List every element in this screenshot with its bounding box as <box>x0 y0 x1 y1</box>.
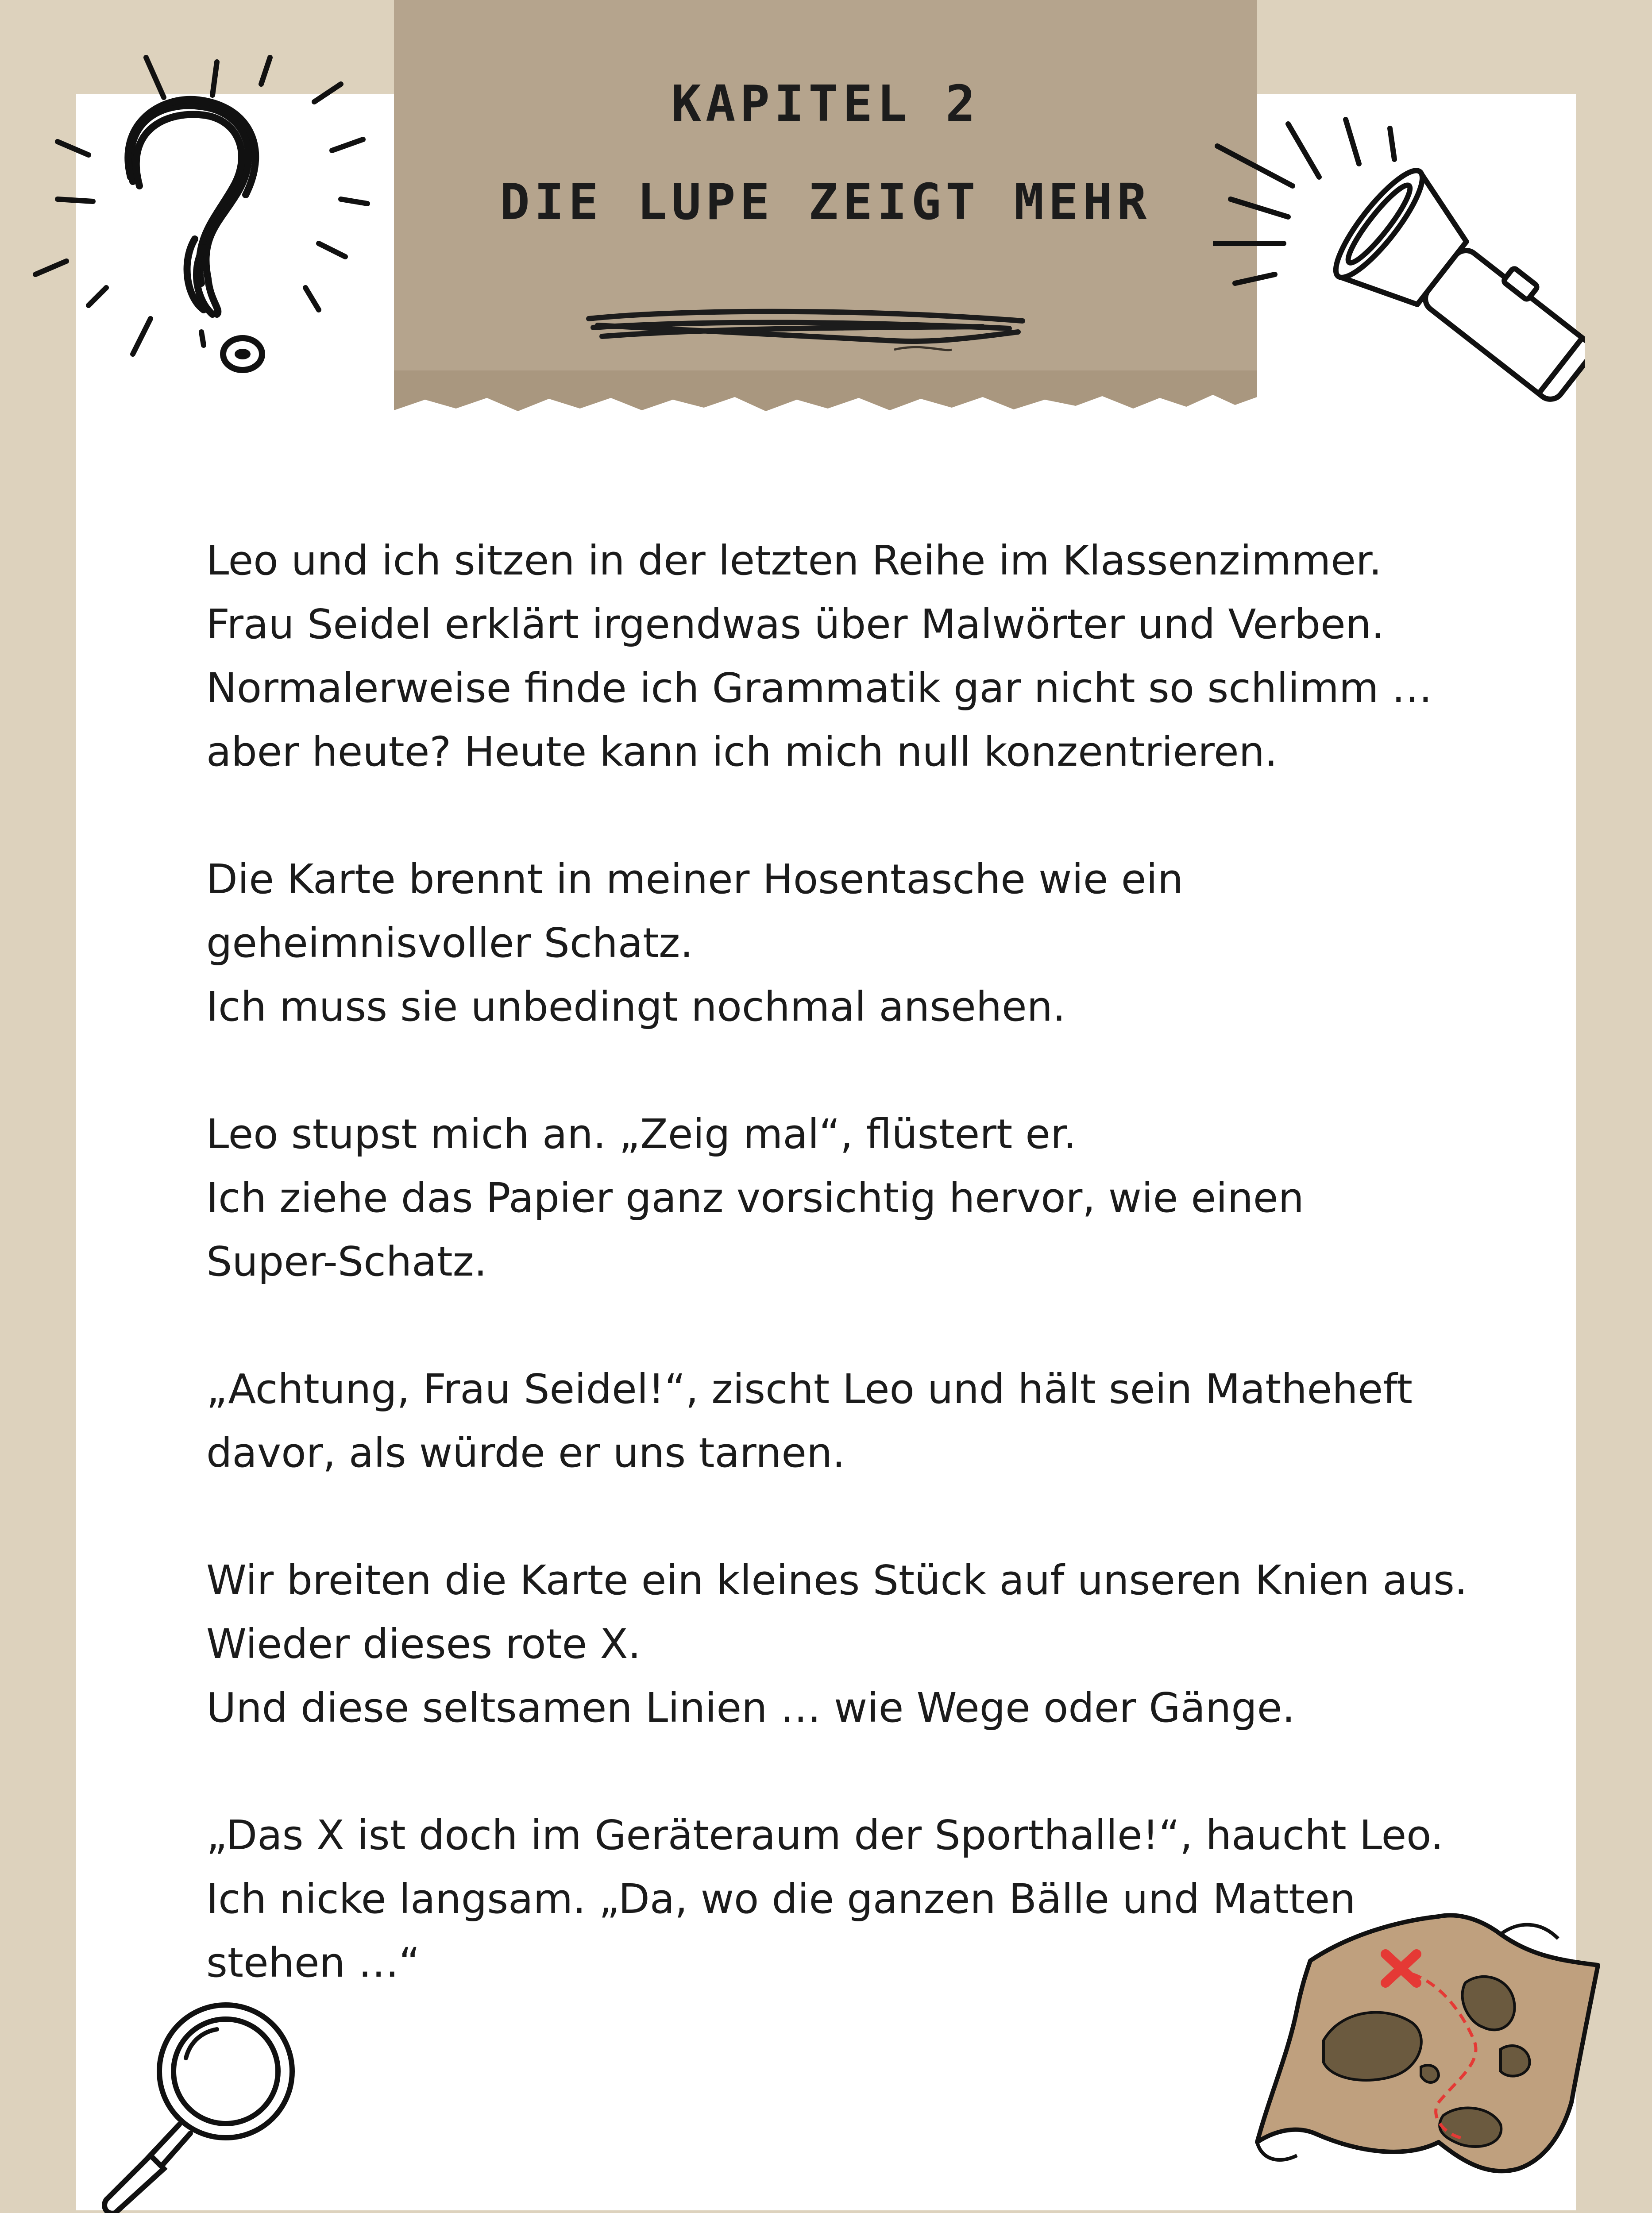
story-line: Normalerweise finde ich Grammatik gar nicht so schlimm … <box>206 664 1432 712</box>
scribble-underline-icon <box>584 301 1027 363</box>
story-line: Super-Schatz. <box>206 1238 487 1285</box>
story-line: Frau Seidel erklärt irgendwas über Malwörter und Verben. <box>206 601 1385 648</box>
story-line: Die Karte brennt in meiner Hosentasche wie ein <box>206 856 1184 903</box>
chapter-banner <box>394 0 1257 432</box>
story-paragraph <box>206 1549 1512 1740</box>
story-line: Ich nicke langsam. „Da, wo die ganzen Bälle und Matten <box>206 1875 1356 1923</box>
torn-paper-edge <box>394 370 1257 432</box>
flashlight-icon <box>1213 111 1585 420</box>
story-paragraph <box>206 529 1512 784</box>
story-line: aber heute? Heute kann ich mich null konzentrieren. <box>206 728 1278 775</box>
story-paragraph <box>206 1357 1512 1485</box>
magnifying-glass-icon <box>97 1996 301 2213</box>
story-paragraph <box>206 848 1512 1039</box>
story-line: „Das X ist doch im Geräteraum der Sporthalle!“, haucht Leo. <box>206 1812 1444 1859</box>
story-line: geheimnisvoller Schatz. <box>206 919 693 967</box>
story-line: Ich ziehe das Papier ganz vorsichtig hervor, wie einen <box>206 1174 1304 1222</box>
story-line: Leo stupst mich an. „Zeig mal“, flüstert er. <box>206 1110 1077 1158</box>
story-line: Und diese seltsamen Linien … wie Wege oder Gänge. <box>206 1684 1295 1731</box>
story-text <box>206 529 1512 2059</box>
story-line: Ich muss sie unbedingt nochmal ansehen. <box>206 983 1066 1030</box>
chapter-number: KAPITEL 2 <box>671 75 980 133</box>
treasure-map-icon <box>1253 1894 1607 2178</box>
story-line: Wir breiten die Karte ein kleines Stück auf unseren Knien aus. <box>206 1557 1468 1604</box>
story-line: „Achtung, Frau Seidel!“, zischt Leo und hält sein Matheheft <box>206 1365 1413 1413</box>
question-mark-icon <box>31 49 376 385</box>
story-line: Leo und ich sitzen in der letzten Reihe im Klassenzimmer. <box>206 537 1382 584</box>
story-line: stehen …“ <box>206 1939 420 1986</box>
chapter-title: DIE LUPE ZEIGT MEHR <box>500 173 1151 231</box>
story-line: Wieder dieses rote X. <box>206 1620 641 1668</box>
story-line: davor, als würde er uns tarnen. <box>206 1429 845 1477</box>
story-paragraph <box>206 1103 1512 1294</box>
